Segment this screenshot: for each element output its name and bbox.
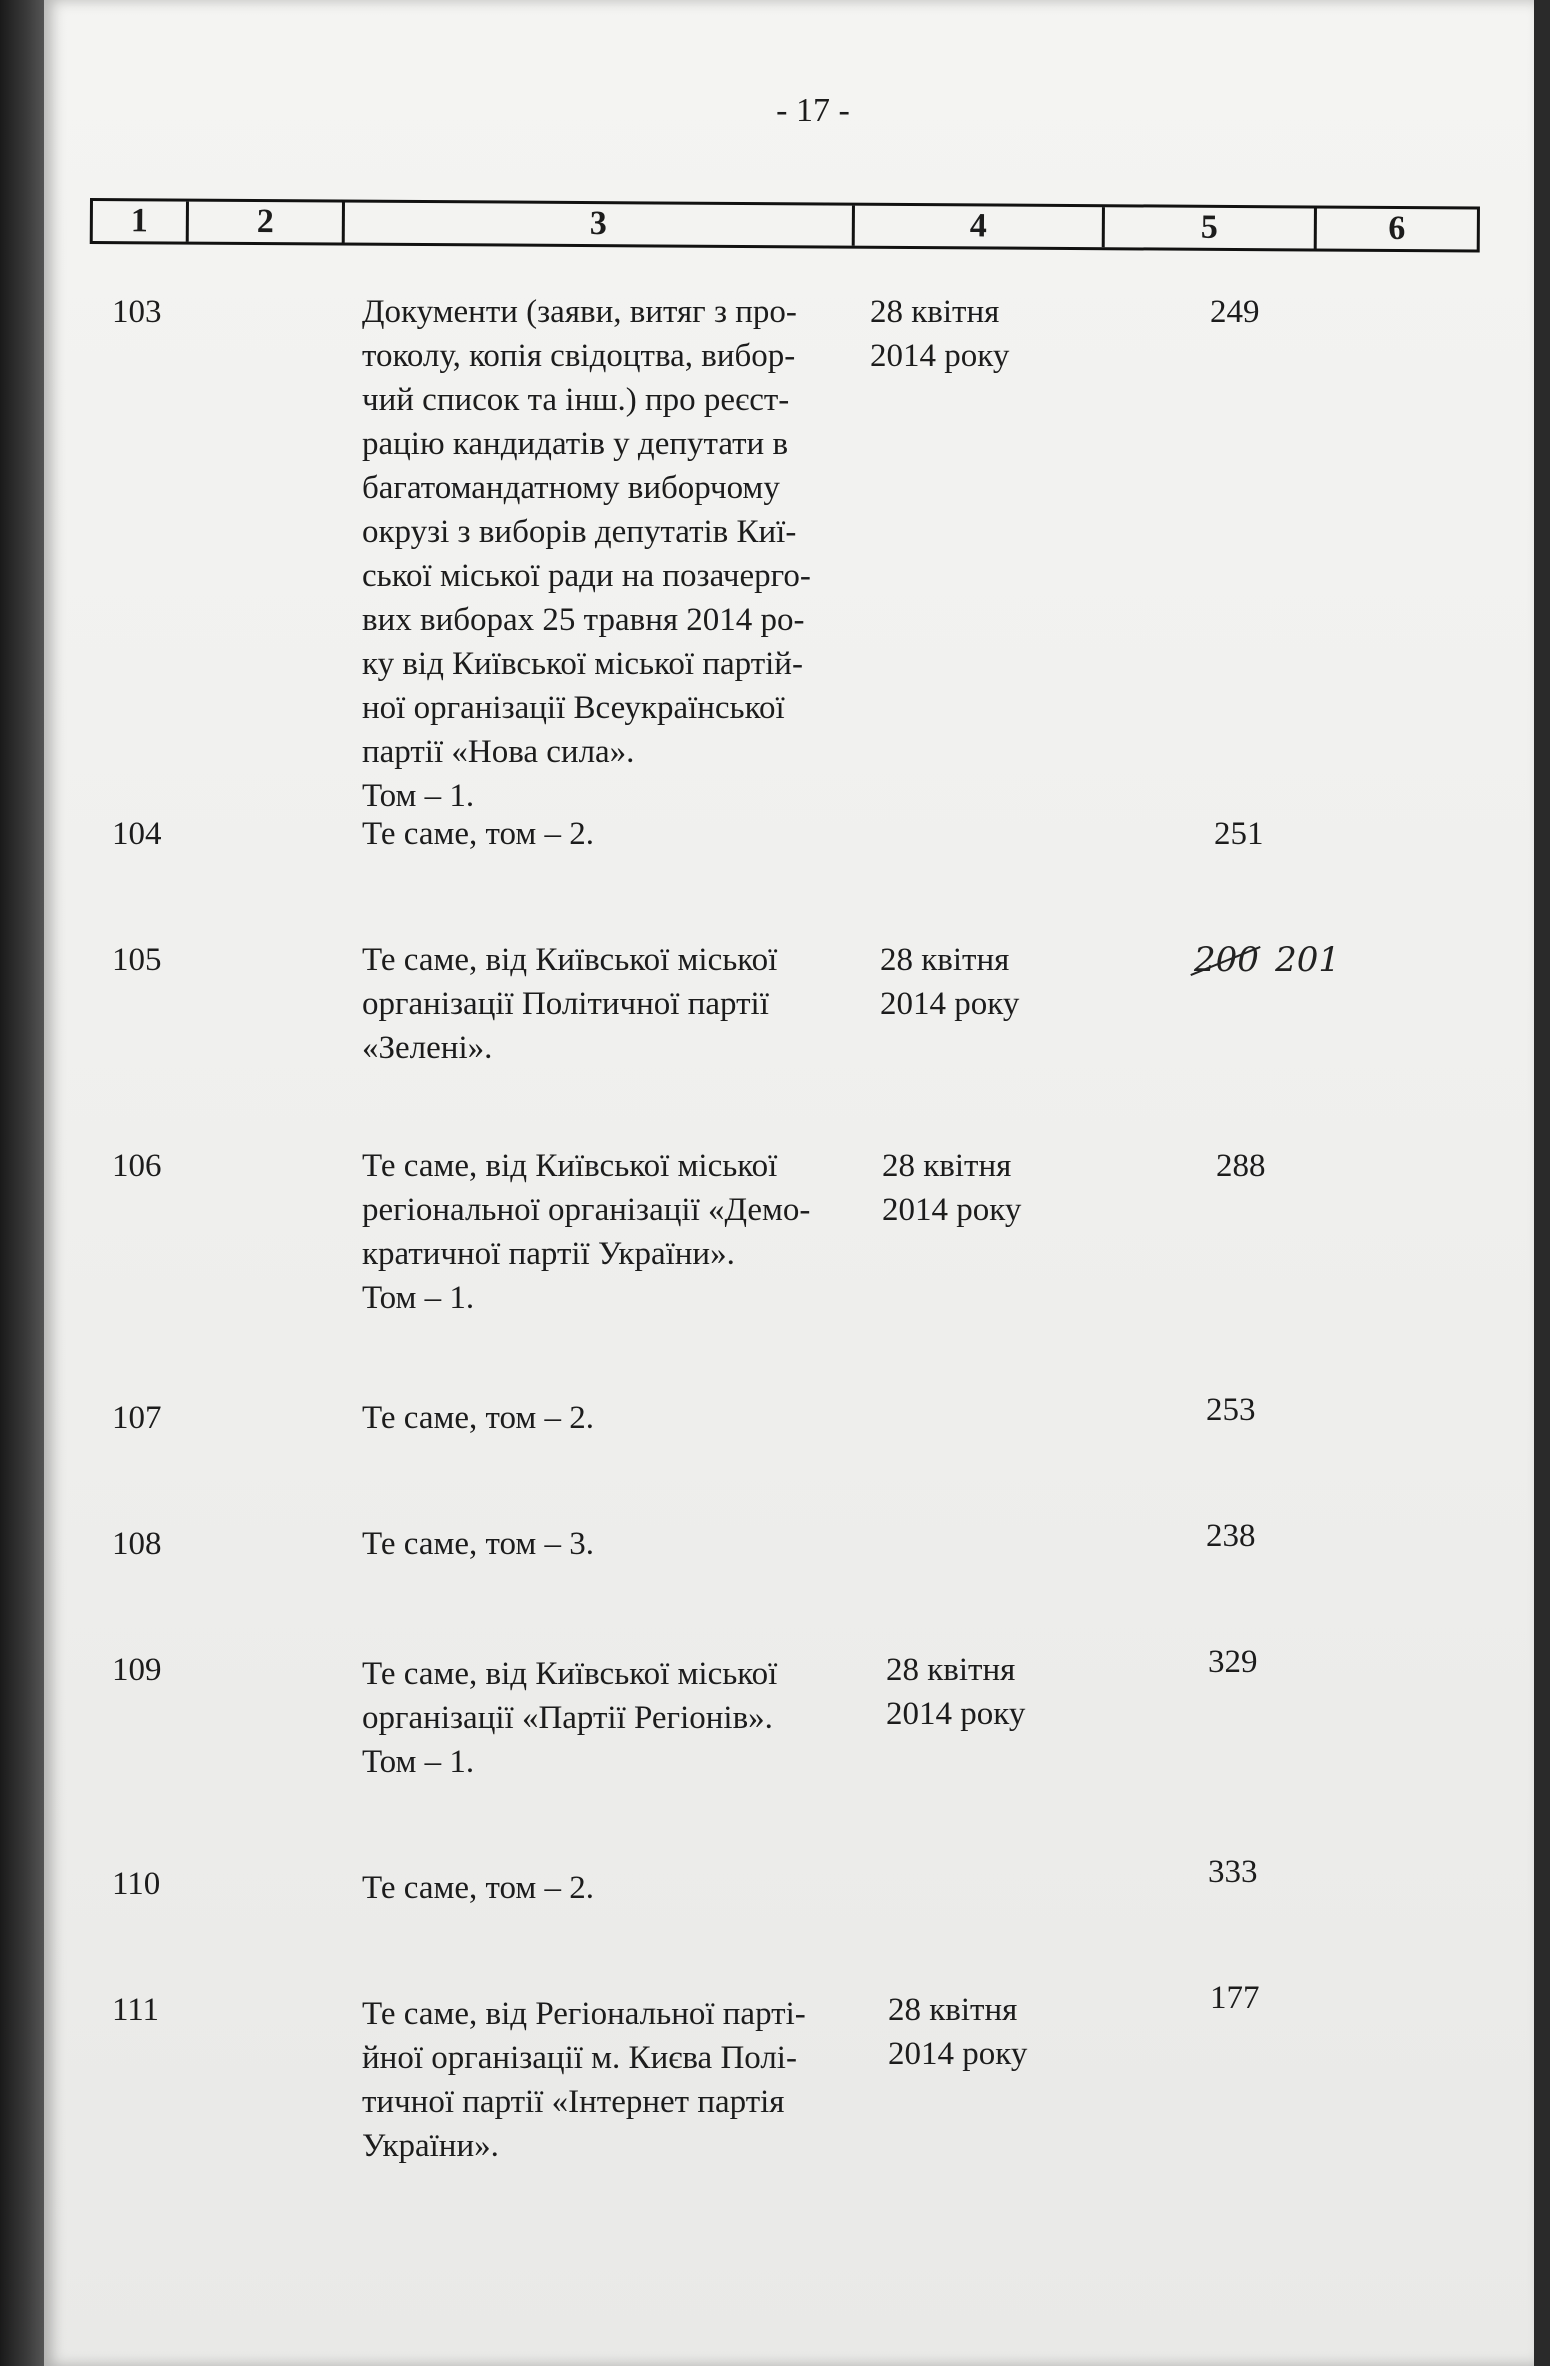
row-description: Те саме, від Київської міської організації «Партії Регіонів». Том – 1. xyxy=(362,1656,778,1780)
row-number: 111 xyxy=(112,1992,160,2028)
row-description: Те саме, том – 2. xyxy=(362,1400,595,1436)
row-number: 108 xyxy=(112,1526,162,1562)
row-number: 104 xyxy=(112,816,162,852)
document-page xyxy=(44,0,1534,2366)
row-description: Документи (заяви, витяг з про- токолу, копія свідоцтва, вибор- чий список та інш.) про реєст- рацію кандидатів у депутати в багатомандатному виборчому окрузі з виборів депутатів Киї- ської міської ради на позачерго- вих виборах 25 травня 2014 ро- ку від Київської міської партій- ної організації Всеукраїнської партії «Нова сила». Том – 1. xyxy=(362,294,811,814)
row-pages: 238 xyxy=(1206,1518,1256,1554)
row-date: 28 квітня 2014 року xyxy=(882,1148,1022,1228)
row-pages: 253 xyxy=(1206,1392,1256,1428)
row-pages: 177 xyxy=(1210,1980,1260,2016)
row-pages-struck: 200 xyxy=(1194,940,1259,980)
table-header xyxy=(90,198,1480,252)
header-col-6: 6 xyxy=(1388,209,1406,248)
row-date: 28 квітня 2014 року xyxy=(870,294,1010,374)
header-col-5: 5 xyxy=(1105,207,1317,248)
row-date: 28 квітня 2014 року xyxy=(886,1652,1026,1732)
row-number: 105 xyxy=(112,942,162,978)
row-pages: 288 xyxy=(1216,1148,1266,1184)
row-pages: 251 xyxy=(1214,816,1264,852)
row-number: 103 xyxy=(112,294,162,330)
row-number: 106 xyxy=(112,1148,162,1184)
row-number: 110 xyxy=(112,1866,161,1902)
row-date: 28 квітня 2014 року xyxy=(888,1992,1028,2072)
header-col-3: 3 xyxy=(345,203,855,246)
row-description: Те саме, від Київської міської організації Політичної партії «Зелені». xyxy=(362,942,778,1066)
book-spine xyxy=(0,0,44,2366)
header-col-4: 4 xyxy=(855,206,1105,248)
row-description: Те саме, від Київської міської регіональної організації «Демо- кратичної партії України». Том – 1. xyxy=(362,1148,811,1316)
header-col-2: 2 xyxy=(189,202,345,243)
row-pages: 249 xyxy=(1210,294,1260,330)
row-description: Те саме, том – 3. xyxy=(362,1526,595,1562)
row-description: Те саме, том – 2. xyxy=(362,1870,595,1906)
row-pages xyxy=(1194,938,1340,983)
row-date: 28 квітня 2014 року xyxy=(880,942,1020,1022)
row-description: Те саме, від Регіональної парті- йної організації м. Києва Полі- тичної партії «Інтернет партія України». xyxy=(362,1996,806,2164)
row-description: Те саме, том – 2. xyxy=(362,816,595,852)
row-pages: 333 xyxy=(1208,1854,1258,1890)
row-number: 107 xyxy=(112,1400,162,1436)
row-number: 109 xyxy=(112,1652,162,1688)
page-number: - 17 - xyxy=(776,92,850,129)
row-pages-handwritten: 201 xyxy=(1275,940,1341,980)
row-pages: 329 xyxy=(1208,1644,1258,1680)
header-col-1: 1 xyxy=(93,201,189,242)
